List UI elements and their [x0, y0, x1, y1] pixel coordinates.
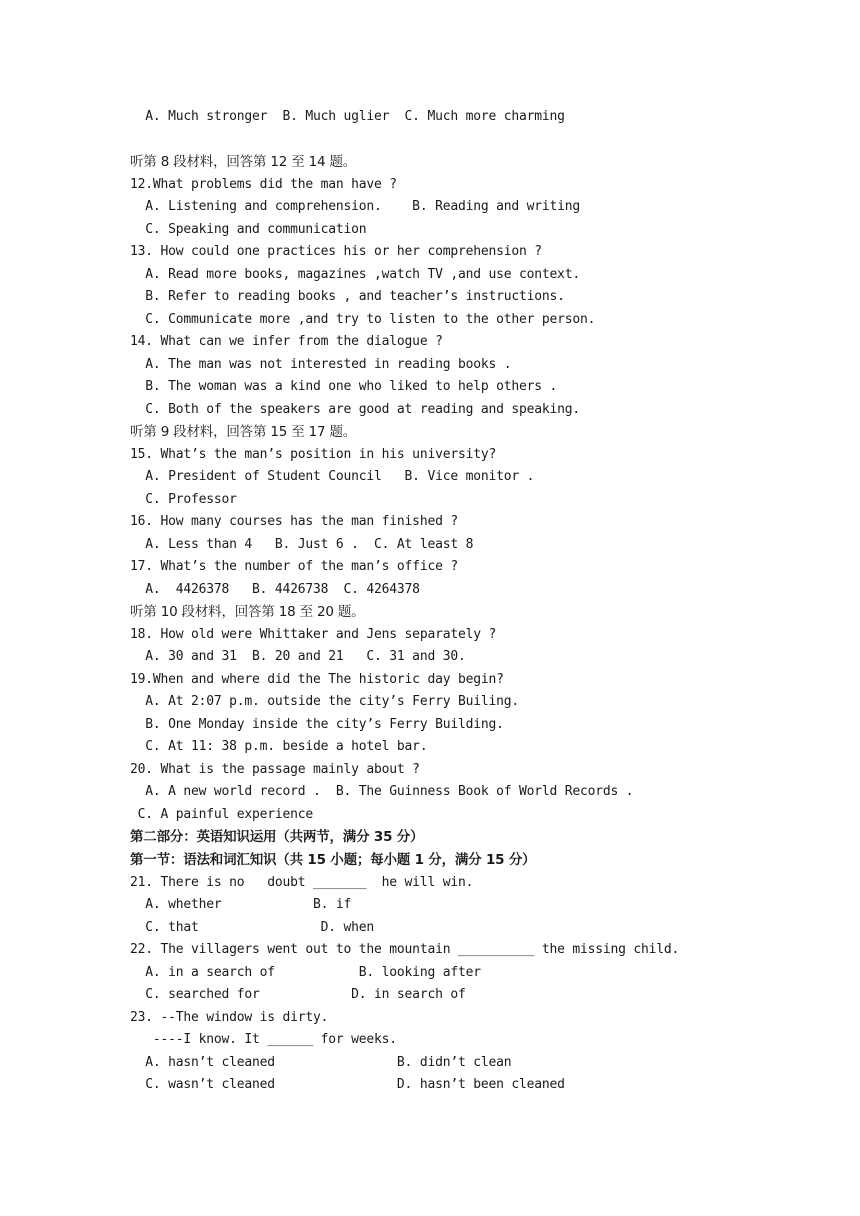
q14-option-a: A. The man was not interested in reading books . [130, 357, 512, 372]
q19-option-a: A. At 2:07 p.m. outside the city’s Ferry Builing. [130, 694, 519, 709]
question-18: 18. How old were Whittaker and Jens separately ? [130, 627, 497, 642]
q16-options: A. Less than 4 B. Just 6 . C. At least 8 [130, 537, 474, 552]
question-23: 23. --The window is dirty. [130, 1010, 329, 1025]
question-21: 21. There is no doubt _______ he will win. [130, 875, 474, 890]
question-14: 14. What can we infer from the dialogue ? [130, 334, 443, 349]
q15-options-ab: A. President of Student Council B. Vice monitor . [130, 469, 535, 484]
q21-options-ab: A. whether B. if [130, 897, 352, 912]
section-heading-9: 听第 9 段材料，回答第 15 至 17 题。 [130, 424, 357, 440]
q22-options-ab: A. in a search of B. looking after [130, 965, 481, 980]
q19-option-c: C. At 11: 38 p.m. beside a hotel bar. [130, 739, 428, 754]
q11-options: A. Much stronger B. Much uglier C. Much more charming [130, 109, 565, 124]
q22-options-cd: C. searched for D. in search of [130, 987, 466, 1002]
q12-option-c: C. Speaking and communication [130, 222, 367, 237]
q17-options: A. 4426378 B. 4426738 C. 4264378 [130, 582, 420, 597]
section-heading-8: 听第 8 段材料，回答第 12 至 14 题。 [130, 154, 357, 170]
q20-options-ab: A. A new world record . B. The Guinness Book of World Records . [130, 784, 634, 799]
q15-option-c: C. Professor [130, 492, 237, 507]
q23-options-cd: C. wasn’t cleaned D. hasn’t been cleaned [130, 1077, 565, 1092]
question-13: 13. How could one practices his or her comprehension ? [130, 244, 542, 259]
q23-options-ab: A. hasn’t cleaned B. didn’t clean [130, 1055, 512, 1070]
question-12: 12.What problems did the man have ? [130, 177, 397, 192]
question-19: 19.When and where did the The historic day begin? [130, 672, 504, 687]
question-17: 17. What’s the number of the man’s office ? [130, 559, 458, 574]
question-20: 20. What is the passage mainly about ? [130, 762, 420, 777]
q14-option-c: C. Both of the speakers are good at reading and speaking. [130, 402, 580, 417]
question-22: 22. The villagers went out to the mountain __________ the missing child. [130, 942, 680, 957]
q13-option-b: B. Refer to reading books , and teacher’s instructions. [130, 289, 565, 304]
q18-options: A. 30 and 31 B. 20 and 21 C. 31 and 30. [130, 649, 466, 664]
q14-option-b: B. The woman was a kind one who liked to help others . [130, 379, 558, 394]
q21-options-cd: C. that D. when [130, 920, 375, 935]
q12-options-ab: A. Listening and comprehension. B. Reading and writing [130, 199, 580, 214]
q19-option-b: B. One Monday inside the city’s Ferry Building. [130, 717, 504, 732]
question-15: 15. What’s the man’s position in his university? [130, 447, 497, 462]
q20-option-c: C. A painful experience [130, 807, 314, 822]
section-one-heading: 第一节：语法和词汇知识（共 15 小题；每小题 1 分，满分 15 分） [130, 852, 536, 868]
q13-option-c: C. Communicate more ,and try to listen to the other person. [130, 312, 596, 327]
q13-option-a: A. Read more books, magazines ,watch TV ,and use context. [130, 267, 580, 282]
section-heading-10: 听第 10 段材料，回答第 18 至 20 题。 [130, 604, 365, 620]
part-two-heading: 第二部分：英语知识运用（共两节，满分 35 分） [130, 829, 424, 845]
question-16: 16. How many courses has the man finished ? [130, 514, 458, 529]
q23-reply: ----I know. It ______ for weeks. [130, 1032, 397, 1047]
